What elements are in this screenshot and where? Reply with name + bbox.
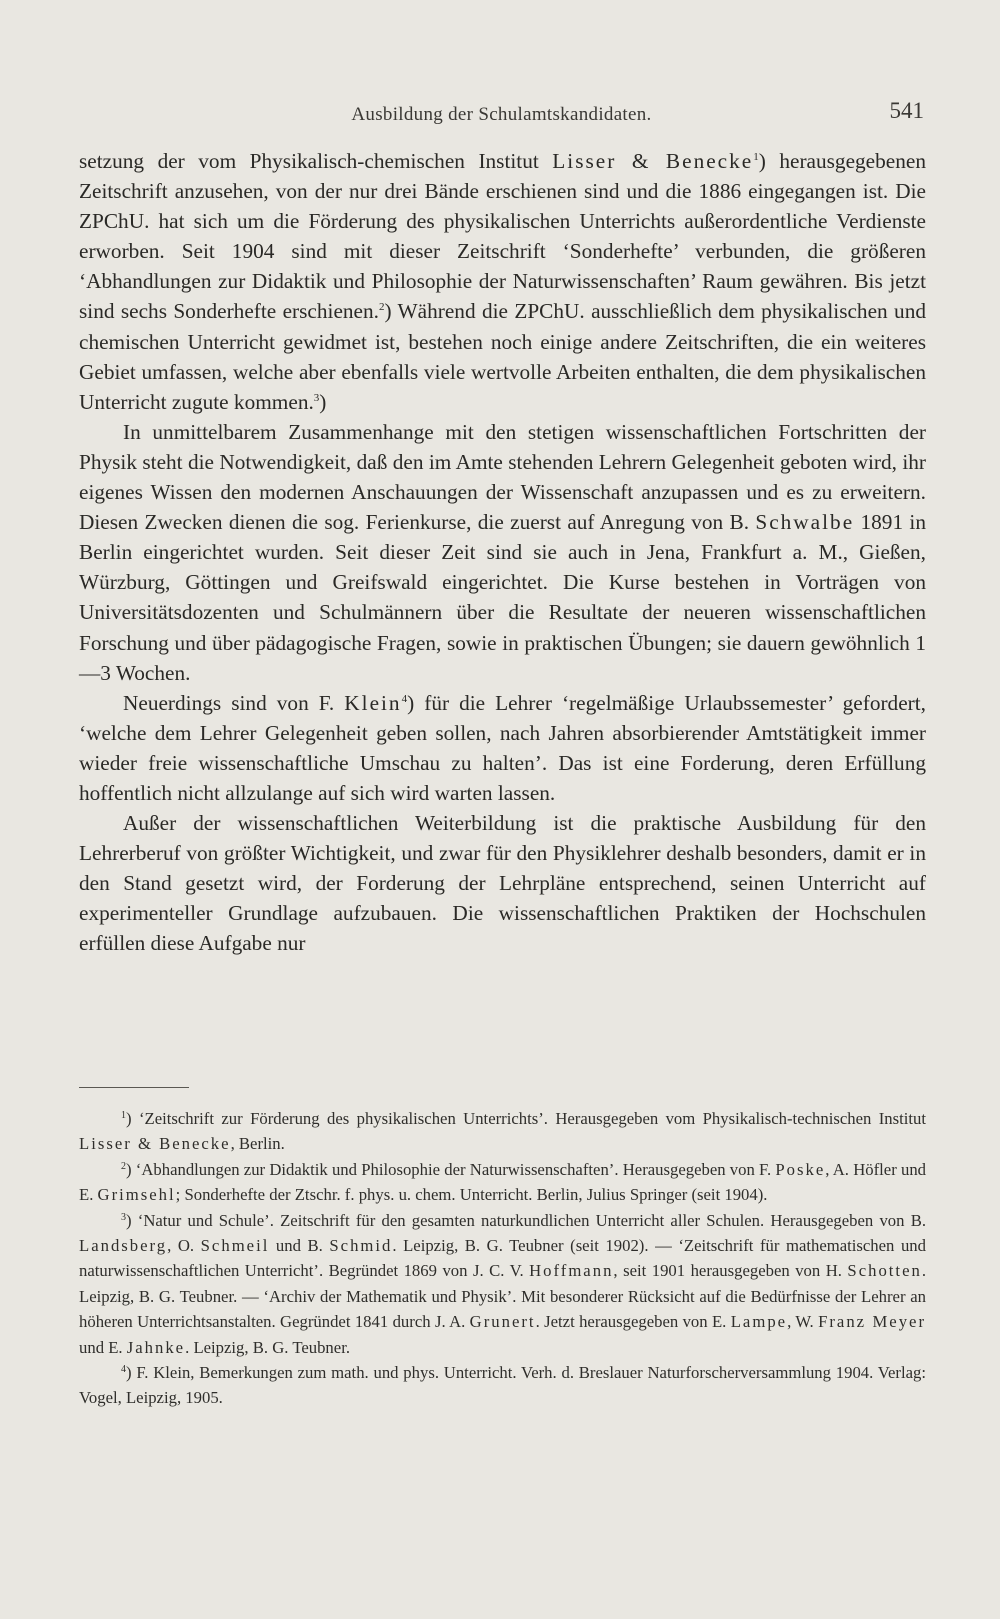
spaced-name: Jahnke [126,1337,186,1357]
text-run: , Berlin. [230,1134,285,1154]
footnote-ref: 3 [313,391,320,404]
paragraph-3 [79,688,926,808]
footnote-1 [79,1106,926,1157]
paragraph-4: Außer der wissenschaftlichen Weiterbildung ist die praktische Ausbildung für den Lehrerberuf von größter Wichtigkeit, und zwar für den Physiklehrer deshalb besonders, damit er in den Stand gesetzt wird, der Forderung der Lehrpläne entsprechend, seinen Unterricht auf experimenteller Grundlage aufzubauen. Die wissenschaftlichen Praktiken der Hochschulen erfüllen diese Aufgabe nur [79,811,926,956]
spaced-name: Hoffmann [529,1261,614,1281]
spaced-name: Schmeil [200,1236,270,1256]
text-run: ) [319,389,327,414]
spaced-name: Schotten [847,1261,922,1281]
text-run: , W. [787,1312,819,1332]
footnotes [79,1106,926,1411]
footnote-ref: 2 [378,301,385,314]
text-run: ) herausgegebenen Zeitschrift anzusehen, von der nur drei Bände erschienen sind und die 1886 eingegangen ist. Die ZPChU. hat sich um die Förderung des physikalischen Unterrichts außerordentliche Verdienste erworben. Seit 1904 sind mit dieser Zeitschrift ‘Sonderhefte’ verbunden, die größeren ‘Abhandlungen zur Didaktik und Philosophie der Naturwissenschaften’ Raum gewähren. Bis jetzt sind sechs Sonderhefte erschienen. [79,149,926,324]
footnote-3 [79,1208,926,1360]
spaced-name: Poske [775,1159,826,1179]
footnote-ref: 1 [753,151,759,163]
text-run: , O. [167,1236,201,1256]
page-number: 541 [889,98,924,123]
text-run: setzung der vom Physikalisch-chemischen Institut [79,149,553,173]
text-run: ) F. Klein, Bemerkungen zum math. und phys. Unterricht. Verh. d. Breslauer Naturforscherversammlung 1904. Verlag: Vogel, Leipzig, 1905. [79,1363,926,1408]
text-run: ) ‘Abhandlungen zur Didaktik und Philosophie der Naturwissenschaften’. Herausgegeben von F. [126,1159,776,1179]
footnote-mark: 3 [121,1211,126,1223]
spaced-name: Grimsehl [97,1185,176,1205]
running-title: Ausbildung der Schulamtskandidaten. [351,104,652,125]
spaced-name: Landsberg [79,1236,168,1256]
text-run: , seit 1901 herausgegeben von H. [613,1261,848,1281]
text-run: ; Sonderhefte der Ztschr. f. phys. u. chem. Unterricht. Berlin, Julius Springer (seit 1904). [175,1185,768,1205]
text-run: und B. [269,1236,330,1256]
footnote-mark: 4 [121,1364,126,1376]
text-run: 1891 in Berlin eingerichtet wurden. Seit dieser Zeit sind sie auch in Jena, Frankfurt a. M., Gießen, Würzburg, Göttingen und Greifswald eingerichtet. Die Kurse bestehen in Vorträgen von Universitätsdozenten und Schulmännern über die Resultate der neueren wissenschaftlichen Forschung und über pädagogische Fragen, sowie in praktischen Übungen; sie dauern gewöhnlich 1—3 Wochen. [79,510,926,685]
footnote-2 [79,1157,926,1208]
footnote-mark: 1 [121,1110,126,1121]
text-run: ) für die Lehrer ‘regelmäßige Urlaubssemester’ gefordert, ‘welche dem Lehrer Gelegenheit geben sollen, nach Jahren absorbierender Amtstätigkeit immer wieder freie wissenschaftliche Umschau zu halten’. Das ist eine Forderung, deren Erfüllung hoffentlich nicht allzulange auf sich wird warten lassen. [79,690,926,805]
spaced-name: Lisser & Benecke [552,149,754,173]
footnote-mark: 2 [121,1160,126,1172]
spaced-name: Schwalbe [755,510,855,535]
footnote-4 [79,1360,926,1411]
text-run: ) ‘Natur und Schule’. Zeitschrift für den gesamten naturkundlichen Unterricht aller Schulen. Herausgegeben von B. [126,1210,926,1230]
text-run: In unmittelbarem Zusammenhange mit den stetigen wissenschaftlichen Fortschritten der Physik steht die Notwendigkeit, daß den im Amte stehenden Lehrern Gelegenheit geboten wird, ihr eigenes Wissen den modernen Anschauungen der Wissenschaft anzupassen und es zu erweitern. Diesen Zwecken dienen die sog. Ferienkurse, die zuerst auf Anregung von B. [79,419,926,535]
spaced-name: Lisser & Benecke [79,1134,231,1154]
paragraph-2 [79,417,926,688]
footnote-ref: 4 [401,692,408,705]
spaced-name: Lampe [730,1312,788,1332]
spaced-name: Grunert [469,1312,536,1332]
text-run: Neuerdings sind von F. [123,690,345,715]
text-run: . Leipzig, B. G. Teubner. — ‘Archiv der Mathematik und Physik’. Mit besonderer Rücksicht auf die Bedürfnisse der Lehrer an höheren Unterrichtsanstalten. Gegründet 1841 durch J. A. [79,1261,926,1332]
main-text [79,146,926,959]
text-run: . Jetzt herausgegeben von E. [535,1312,731,1332]
spaced-name: Franz Meyer [818,1312,926,1332]
text-run: . Leipzig, B. G. Teubner. [185,1337,350,1357]
page-header [79,98,924,138]
spaced-name: Schmid [329,1236,393,1256]
text-run: , A. Höfler und E. [79,1159,927,1205]
spaced-name: Klein [344,690,402,715]
footnote-divider [79,1087,189,1088]
text-run: . Leipzig, B. G. Teubner (seit 1902). — ‘Zeitschrift für mathematischen und naturwissenschaftlichen Unterricht’. Begründet 1869 von J. C. V. [79,1236,926,1281]
text-run: ) ‘Zeitschrift zur Förderung des physikalischen Unterrichts’. Herausgegeben vom Physikalisch-technischen Institut [126,1109,926,1128]
text-run: und E. [79,1337,127,1357]
text-run: ) Während die ZPChU. ausschließlich dem physikalischen und chemischen Unterricht gewidmet ist, bestehen noch einige andere Zeitschriften, die ein weiteres Gebiet umfassen, welche aber ebenfalls viele wertvolle Arbeiten enthalten, die dem physikalischen Unterricht zugute kommen. [79,299,926,414]
paragraph-1 [79,146,926,417]
